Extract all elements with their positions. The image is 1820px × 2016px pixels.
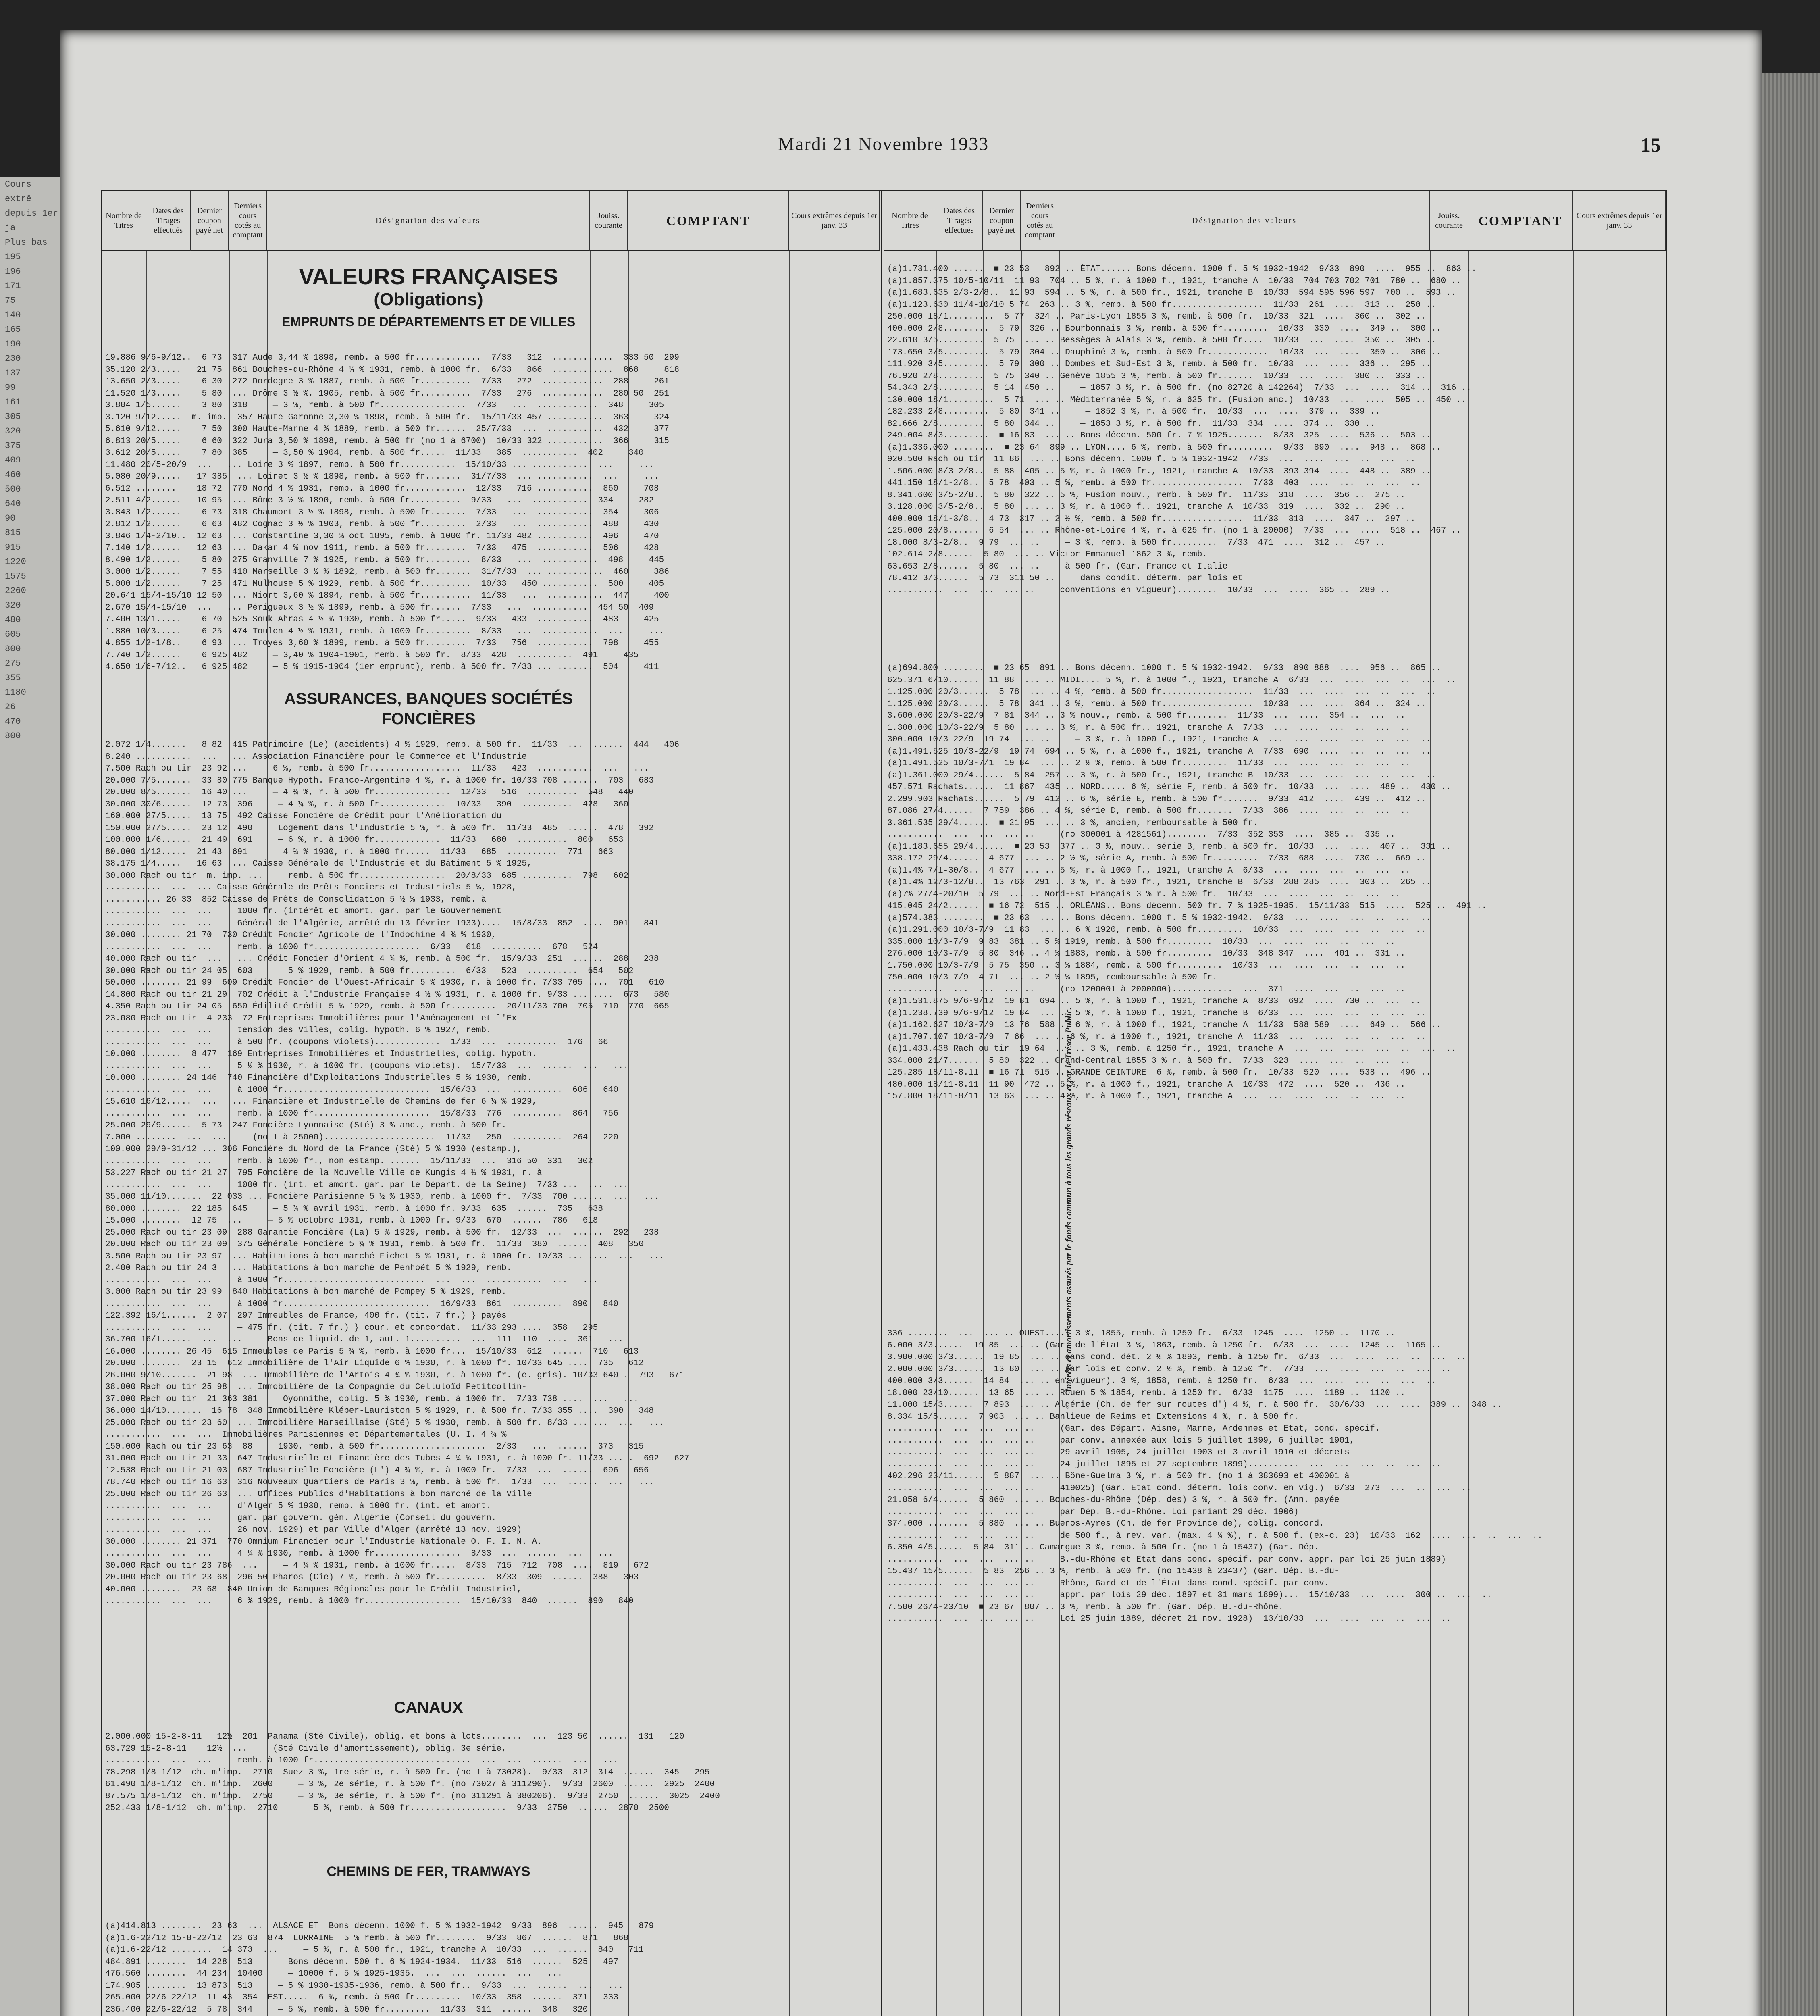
quote-row: 2.670 15/4-15/10 ... ... Périgueux 3 ½ % 1899, remb. à 500 fr...... 7/33 ... ........... 454 50 409 bbox=[105, 603, 654, 612]
quote-row: 3.612 20/5..... 7 80 385 — 3,50 % 1904, remb. à 500 fr..... 11/33 385 ........... 402 340 bbox=[105, 448, 644, 458]
section-title-chemins: CHEMINS DE FER, TRAMWAYS bbox=[327, 1864, 530, 1879]
quote-row: 15.437 15/5...... 5 83 256 .. 3 %, remb. à 500 fr. (no 15438 à 23437) (Gar. Dép. B.-du- bbox=[887, 1567, 1340, 1576]
quote-row: 3.000 1/2...... 7 55 410 Marseille 3 ½ % 1892, remb. à 500 fr....... 31/7/33 ... ........... 460 386 bbox=[105, 567, 669, 577]
edge-fragment: 375 bbox=[5, 441, 21, 451]
quote-row: ........... ... ... 1000 fr. (int. et amort. gar. par le Départ. de la Seine) 7/33 ... ... ... bbox=[105, 1180, 629, 1190]
edge-fragment: 26 bbox=[5, 702, 16, 712]
right-page-stack bbox=[1762, 73, 1820, 2016]
edge-fragment: 2260 bbox=[5, 586, 26, 596]
edge-fragment: 161 bbox=[5, 397, 21, 407]
col-comptant: COMPTANT bbox=[628, 191, 789, 251]
quote-row: 334.000 21/7...... 5 80 322 .. Grand-Central 1855 3 % r. à 500 fr. 7/33 323 .... ... .. ... .. bbox=[887, 1056, 1411, 1066]
edge-fragment: Cours extrê bbox=[5, 179, 32, 204]
edge-fragment: 195 bbox=[5, 252, 21, 262]
quote-row: 78.740 Rach ou tir 16 63 316 Nouveaux Quartiers de Paris 3 %, remb. à 500 fr. 1/33 ... ...... ... ... bbox=[105, 1478, 654, 1487]
left-body bbox=[102, 255, 880, 2016]
quote-row: 30.000 ........ 21 70 730 Crédit Foncier Agricole de l'Indochine 4 ¾ % 1930, bbox=[105, 931, 497, 940]
quote-row: 11.520 1/3..... 5 80 ... Drôme 3 ½ %, 1905, remb. à 500 fr.......... 7/33 276 ............ 280 50 251 bbox=[105, 389, 669, 398]
section-rows-canaux bbox=[105, 1731, 877, 1814]
quote-row: 3.361.535 29/4...... ■ 21 95 ... .. 3 %, ancien, remboursable à 500 fr. bbox=[887, 818, 1258, 828]
quote-row: 20.000 Rach ou tir 23 09 375 Générale Foncière 5 ¾ % 1931, remb. à 500 fr. 11/33 380 ...... 408 350 bbox=[105, 1240, 644, 1249]
quote-row: 10.000 ........ 8 477 169 Entreprises Immobilières et Industrielles, oblig. hypoth. bbox=[105, 1050, 537, 1059]
col-dates-tirages-r: Dates des Tirages effectués bbox=[936, 191, 983, 251]
quote-row: 82.666 2/8......... 5 80 344 .. — 1853 3 %, r. à 500 fr. 11/33 334 .... 374 .. 330 .. bbox=[887, 419, 1375, 429]
quote-row: (a)1.291.000 10/3-7/9 11 83 ... .. 6 % 1920, remb. à 500 fr......... 10/33 ... .... ... .. ... .. bbox=[887, 925, 1426, 935]
quote-row: 38.175 1/4..... 16 63 ... Caisse Générale de l'Industrie et du Bâtiment 5 % 1925, bbox=[105, 859, 532, 868]
quote-row: 20.000 8/5....... 16 40 ... — 4 ¼ %, r. à 500 fr............... 12/33 516 .......... 548 440 bbox=[105, 788, 634, 797]
section-rows-assurances bbox=[105, 739, 877, 1608]
quote-row: ........... ... ... 1000 fr. (intérêt et amort. gar. par le Gouvernement bbox=[105, 907, 501, 916]
quote-row: (a)1.707.107 10/3-7/9 7 66 ... .. 6 %, r. à 1000 f., 1921, tranche A 11/33 ... .... ... .. ... .. bbox=[887, 1032, 1426, 1042]
rows-midi-nord-orleans bbox=[887, 662, 1663, 1103]
section-rows-chemins bbox=[105, 1920, 877, 2016]
quote-row: ........... ... ... à 1000 fr............................. 16/9/33 861 .......... 890 840 bbox=[105, 1299, 618, 1309]
quote-row: 40.000 Rach ou tir ... ... Crédit Foncier d'Orient 4 ¾ %, remb. à 500 fr. 15/9/33 251 ...... 288 238 bbox=[105, 954, 659, 964]
quote-row: 8.240 ........... ... ... Association Financière pour le Commerce et l'Industrie bbox=[105, 752, 527, 762]
section-title-canaux: CANAUX bbox=[394, 1699, 463, 1716]
quote-row: (a)1.4% 7/1-30/8.. 4 677 ... .. 5 %, r. à 1000 f., 1921, tranche A 6/33 ... .... ... .. ... .. bbox=[887, 866, 1411, 875]
quote-row: 76.920 2/8......... 5 75 340 .. Genève 1855 3 %, remb. à 500 fr....... 10/33 ... .... 380 .. 333 .. bbox=[887, 371, 1426, 381]
quote-row: 1.125.000 20/3...... 5 78 ... .. 4 %, remb. à 500 fr.................. 11/33 ... .... ... .. ... .. bbox=[887, 687, 1436, 697]
quote-row: 1.750.000 10/3-7/9 5 75 350 .. 3 % 1884, remb. à 500 fr......... 10/33 ... .... ... .. ... .. bbox=[887, 961, 1406, 971]
quote-row: (a)1.731.400 ...... ■ 23 53 892 .. ÉTAT...... Bons décenn. 1000 f. 5 % 1932-1942 9/33 890 .... 955 .. 863 .. bbox=[887, 264, 1477, 274]
quote-row: 78.298 1/8-1/12 ch. m'imp. 2710 Suez 3 %, 1re série, r. à 500 fr. (no 1 à 73028). 9/33 312 314 ...... 345 295 bbox=[105, 1768, 710, 1777]
quote-row: ........... ... ... Caisse Générale de Prêts Fonciers et Industriels 5 %, 1928, bbox=[105, 883, 517, 892]
quote-row: 625.371 6/10...... 11 88 ... .. MIDI.... 5 %, r. à 1000 f., 1921, tranche A 6/33 ... .... ... .. ... .. bbox=[887, 675, 1456, 685]
rows-etat-lyon bbox=[887, 263, 1663, 596]
quote-row: ........... ... ... ... .. Loi 25 juin 1889, décret 21 nov. 1928) 13/10/33 ... .... ... .. ... .. bbox=[887, 1614, 1451, 1624]
quote-row: 36.000 14/10....... 16 78 348 Immobilière Kléber-Lauriston 5 % 1929, r. à 500 fr. 7/33 355 .... 390 348 bbox=[105, 1406, 654, 1416]
quote-row: ........... ... ... 26 nov. 1929) et par Ville d'Alger (arrêté 13 nov. 1929) bbox=[105, 1525, 522, 1535]
edge-fragment: Plus bas bbox=[5, 237, 48, 248]
col-cours-extremes: Cours extrêmes depuis 1er janv. 33 bbox=[789, 191, 880, 251]
edge-fragment: depuis 1er ja bbox=[5, 208, 58, 233]
quote-row: 35.120 2/3..... 21 75 861 Bouches-du-Rhône 4 ¼ % 1931, remb. à 1000 fr. 6/33 866 ............ 868 818 bbox=[105, 365, 680, 375]
quote-row: 7.400 13/1..... 6 70 525 Souk-Ahras 4 ½ % 1930, remb. à 500 fr..... 9/33 433 ........... 483 425 bbox=[105, 615, 659, 624]
quote-row: 7.000 ........ ... ... (no 1 à 25000)...................... 11/33 250 .......... 264 220 bbox=[105, 1133, 618, 1142]
quote-row: 250.000 18/1......... 5 77 324 .. Paris-Lyon 1855 3 %, remb. à 500 fr. 10/33 321 .... 360 .. 302 .. bbox=[887, 312, 1426, 321]
quote-row: 30.000 ........ 21 371 770 Omnium Financier pour l'Industrie Nationale O. F. I. N. A. bbox=[105, 1537, 542, 1547]
quote-row: 25.000 Rach ou tir 23 60 ... Immobilière Marseillaise (Sté) 5 % 1930, remb. à 500 fr. 8/33 ... ... ... ... bbox=[105, 1418, 664, 1428]
quote-row: 484.891 ........ 14 228 513 — Bons décenn. 500 f. 6 % 1924-1934. 11/33 516 ...... 525 497 bbox=[105, 1957, 618, 1967]
quote-row: 174.905 ........ 13 873 513 — 5 % 1930-1935-1936, remb. à 500 fr.. 9/33 ... ...... ... ... bbox=[105, 1981, 624, 1991]
section-rows-emprunts bbox=[105, 352, 877, 673]
edge-fragment: 320 bbox=[5, 600, 21, 610]
quote-row: 402.296 23/11...... 5 887 ... .. Bône-Guelma 3 %, r. à 500 fr. (no 1 à 383693 et 400001 à bbox=[887, 1472, 1350, 1481]
quote-row: 87.575 1/8-1/12 ch. m'imp. 2750 — 3 %, 3e série, r. à 500 fr. (no 311291 à 380206). 9/33 2750 ...... 3025 2400 bbox=[105, 1791, 720, 1801]
quote-row: 2.000.000 3/3...... 13 80 ... .. par lois et conv. 2 ½ %, remb. à 1250 fr. 7/33 ... .... ... .. ... .. bbox=[887, 1364, 1451, 1374]
quote-row: 6.000 3/3...... 19 85 ... .. (Gar. de l'État 3 %, 1863, remb. à 1250 fr. 6/33 ... .... 1245 .. 1165 .. bbox=[887, 1341, 1441, 1350]
quote-row: 480.000 18/11-8.11 11 90 472 .. 5 %, r. à 1000 f., 1921, tranche A 10/33 472 .... 520 .. 436 .. bbox=[887, 1080, 1406, 1089]
quote-row: 7.500 26/4-23/10 ■ 23 67 807 .. 3 %, remb. à 500 fr. (Gar. Dép. B.-du-Rhône. bbox=[887, 1602, 1283, 1612]
quote-row: 336 ........ ... ... .. OUEST..... 3 %, 1855, remb. à 1250 fr. 6/33 1245 .... 1250 .. 1170 .. bbox=[887, 1329, 1396, 1338]
quote-row: (a)1.123.630 11/4-10/10 5 74 263 .. 3 %, remb. à 500 fr.................. 11/33 261 .... 313 .. 250 .. bbox=[887, 300, 1436, 310]
quote-row: 415.045 24/2...... ■ 16 72 515 .. ORLÉANS.. Bons décenn. 500 fr. 7 % 1925-1935. 15/11/33 515 .... 525 .. 491 .. bbox=[887, 902, 1487, 911]
edge-fragment: 196 bbox=[5, 267, 21, 277]
col-nombre-titres: Nombre de Titres bbox=[102, 191, 146, 251]
quote-row: 18.000 8/3-2/8.. 9 79 ... .. — 3 %, remb. à 500 fr......... 7/33 471 .... 312 .. 457 .. bbox=[887, 538, 1385, 548]
quote-row: 18.000 23/10...... 13 65 ... .. Rouen 5 % 1854, remb. à 1250 fr. 6/33 1175 .... 1189 .. 1120 .. bbox=[887, 1388, 1406, 1398]
quote-row: (a)1.238.739 9/6-9/12 19 84 ... .. 5 %, r. à 1000 f., 1921, tranche B 6/33 ... .... ... .. ... .. bbox=[887, 1008, 1426, 1018]
quote-row: (a)1.683.635 2/3-2/8.. 11 93 594 .. 5 %, r. à 500 fr., 1921, tranche B 10/33 594 595 596 597 700 .. 593 .. bbox=[887, 288, 1456, 298]
edge-fragment: 275 bbox=[5, 658, 21, 669]
quote-row: 265.000 22/6-22/12 11 43 354 EST..... 6 %, remb. à 500 fr......... 10/33 358 ...... 371 333 bbox=[105, 1993, 618, 2002]
quote-row: 476.560 ........ 44 234 10400 — 10000 f. 5 % 1925-1935. ... ... ...... ... ... bbox=[105, 1969, 563, 1979]
quote-row: 173.650 3/5......... 5 79 304 .. Dauphiné 3 %, remb. à 500 fr............ 10/33 ... .... 350 .. 306 .. bbox=[887, 348, 1441, 357]
col-cours-extremes-r: Cours extrêmes depuis 1er janv. 33 bbox=[1573, 191, 1666, 251]
quote-row: 14.800 Rach ou tir 21 29 702 Crédit à l'Industrie Française 4 ½ % 1931, r. à 1000 fr. 9/33 ... .... 673 580 bbox=[105, 990, 669, 1000]
quote-row: ........... ... ... à 500 fr. (coupons violets)............. 1/33 ... .......... 176 66 bbox=[105, 1037, 608, 1047]
quote-row: 6.813 20/5..... 6 60 322 Jura 3,50 % 1898, remb. à 500 fr (no 1 à 6700) 10/33 322 ........... 366 315 bbox=[105, 436, 669, 446]
quote-row: 750.000 10/3-7/9 4 71 ... .. 2 ½ % 1895, remboursable à 500 fr. bbox=[887, 973, 1218, 982]
vertical-guarantee-note: Intérêts et amortissements assurés par le fonds commun à tous les grands réseaux et par le Trésor Public. bbox=[1063, 1007, 1073, 1392]
quote-row: (a)1.531.875 9/6-9/12 19 81 694 .. 5 %, r. à 1000 f., 1921, tranche A 8/33 692 .... 730 .. ... .. bbox=[887, 997, 1421, 1006]
quote-row: ........... ... ... tension des Villes, oblig. hypoth. 6 % 1927, remb. bbox=[105, 1026, 491, 1035]
quote-row: ........... ... ... ... .. par conv. annexée aux lois 5 juillet 1899, 6 juillet 1901, bbox=[887, 1436, 1355, 1445]
quote-row: 1.506.000 8/3-2/8.. 5 88 405 .. 5 %, r. à 1000 fr., 1921, tranche A 10/33 393 394 .... 448 .. 389 .. bbox=[887, 467, 1431, 476]
quote-row: (a)1.6-22/12 15-8-22/12 23 63 874 LORRAINE 5 % remb. à 500 fr........ 9/33 867 ...... 871 868 bbox=[105, 1933, 629, 1943]
quote-row: 2.511 4/2...... 10 95 ... Bône 3 ½ % 1890, remb. à 500 fr.......... 9/33 ... ........... 334 282 bbox=[105, 496, 654, 505]
quote-row: (a)7% 27/4-20/10 5 79 ... .. Nord-Est Français 3 % r. à 500 fr. 10/33 ... .... ... .. ... .. bbox=[887, 889, 1400, 899]
left-page-edge bbox=[0, 177, 60, 2016]
quote-row: (a)1.857.375 10/5-10/11 11 93 704 .. 5 %, r. à 1000 f., 1921, tranche A 10/33 704 703 702 701 780 .. 680 .. bbox=[887, 276, 1462, 286]
quote-row: (a)1.433.438 Rach ou tir 19 64 ... .. 3 %, remb. à 1250 fr., 1921, tranche A ... ... .... ... .. ... .. bbox=[887, 1044, 1456, 1054]
quote-row: ........... ... ... — 475 fr. (tit. 7 fr.) } cour. et concordat. 11/33 293 .... 358 295 bbox=[105, 1323, 598, 1333]
quote-row: 80.000 ........ 22 185 645 — 5 ¾ % avril 1931, remb. à 1000 fr. 9/33 635 ...... 735 638 bbox=[105, 1204, 603, 1214]
quote-row: 8.490 1/2...... 5 80 275 Granville 7 % 1925, remb. à 500 fr......... 8/33 ... ........... 498 445 bbox=[105, 555, 664, 565]
quote-row: ........... ... ... ... .. appr. par lois 29 déc. 1897 et 31 mars 1899)... 15/10/33 ... .... 300 .. ... .. bbox=[887, 1591, 1492, 1600]
quote-row: 20.641 15/4-15/10 12 50 ... Niort 3,60 % 1894, remb. à 500 fr.......... 11/33 ... ........... 447 400 bbox=[105, 591, 669, 600]
quote-row: 2.072 1/4....... 8 82 415 Patrimoine (Le) (accidents) 4 % 1929, remb. à 500 fr. 11/33 ... ...... 444 406 bbox=[105, 740, 680, 750]
quote-row: ........... ... ... ... .. de 500 f., à rev. var. (max. 4 ¼ %), r. à 500 f. (ex-c. 23) 10/33 162 .... ... .. ... .. bbox=[887, 1531, 1543, 1541]
quote-row: 6.350 4/5...... 5 84 311 .. Camargue 3 %, remb. à 500 fr. (no 1 à 15437) (Gar. Dép. bbox=[887, 1543, 1319, 1552]
quote-row: 35.000 11/10....... 22 033 ... Foncière Parisienne 5 ½ % 1930, remb. à 1000 fr. 7/33 700 ...... ... ... bbox=[105, 1192, 659, 1202]
col-nombre-titres-r: Nombre de Titres bbox=[884, 191, 936, 251]
edge-fragment: 355 bbox=[5, 673, 21, 683]
quote-row: 26.000 9/10....... 21 98 ... Immobilière de l'Artois 4 ¾ % 1930, r. à 1000 fr. (e. gris). 10/33 640 . 793 671 bbox=[105, 1370, 684, 1380]
quote-row: 53.227 Rach ou tir 21 27 795 Foncière de la Nouvelle Ville de Kungis 4 ¾ % 1931, r. à bbox=[105, 1168, 542, 1178]
main-subtitle: (Obligations) bbox=[374, 289, 483, 309]
quote-row: ........... ... ... 5 ½ % 1930, r. à 1000 fr. (coupons violets). 15/7/33 ... ...... ... ... bbox=[105, 1061, 629, 1071]
quote-row: ........... ... ... ... .. par Dép. B.-du-Rhône. Loi pariant 29 déc. 1906) bbox=[887, 1507, 1299, 1517]
quote-row: 111.920 3/5......... 5 79 300 .. Dombes et Sud-Est 3 %, remb. à 500 fr. 10/33 ... .... 336 .. 295 .. bbox=[887, 360, 1431, 369]
edge-fragment: 140 bbox=[5, 310, 21, 320]
quote-row: 63.653 2/8...... 5 80 ... .. à 500 fr. (Gar. France et Italie bbox=[887, 562, 1228, 571]
quote-row: (a)1.336.000 ........ ■ 23 64 899 .. LYON.... 6 %, remb. à 500 fr......... 9/33 890 .... 948 .. 868 .. bbox=[887, 443, 1441, 452]
quote-row: 3.500 Rach ou tir 23 97 ... Habitations à bon marché Fichet 5 % 1931, r. à 1000 fr. 10/33 ... .... ... ... bbox=[105, 1252, 664, 1261]
edge-fragment: 409 bbox=[5, 455, 21, 465]
quote-row: 40.000 ........ 23 68 840 Union de Banques Régionales pour le Crédit Industriel, bbox=[105, 1585, 522, 1594]
quote-row: 5.000 1/2...... 7 25 471 Mulhouse 5 % 1929, remb. à 500 fr.......... 10/33 450 ........... 500 405 bbox=[105, 579, 664, 589]
quote-row: 11.480 20/5-20/9 ... ... Loire 3 % 1897, remb. à 500 fr........... 15/10/33 ... ........... ... ... bbox=[105, 460, 654, 470]
col-dernier-coupon: Dernier coupon payé net bbox=[191, 191, 229, 251]
quote-row: ........... ... ... ... .. 24 juillet 1895 et 27 septembre 1899).......... ... ... ... .. ... .. bbox=[887, 1460, 1441, 1469]
edge-fragment: 190 bbox=[5, 339, 21, 349]
quote-row: 374.000 ........ 5 880 ... .. Buenos-Ayres (Ch. de fer Province de), oblig. concord. bbox=[887, 1519, 1324, 1529]
quote-row: 125.000 20/8...... 6 54 ... .. Rhône-et-Loire 4 %, r. à 625 fr. (no 1 à 20000) 7/33 ... .... 518 .. 467 .. bbox=[887, 526, 1462, 535]
quote-row: 338.172 29/4...... 4 677 ... .. 2 ½ %, série A, remb. à 500 fr......... 7/33 688 .... 730 .. 669 .. bbox=[887, 854, 1426, 863]
quote-row: 1.125.000 20/3...... 5 78 341 .. 3 %, remb. à 500 fr.................. 10/33 ... .... 364 .. 324 .. bbox=[887, 699, 1426, 709]
quote-row: 400.000 3/3...... 14 84 ... .. en vigueur). 3 %, 1858, remb. à 1250 fr. 6/33 ... .... ... .. ... .. bbox=[887, 1377, 1436, 1386]
quote-row: ........... ... ... ... .. (no 1200001 à 2000000)............ ... 371 .... ... .. ... .. bbox=[887, 985, 1406, 994]
quote-row: 3.000 Rach ou tir 23 99 840 Habitations à bon marché de Pompey 5 % 1929, remb. bbox=[105, 1287, 507, 1297]
quote-row: ........... ... ... remb. à 1000 fr....................... 15/8/33 776 .......... 864 756 bbox=[105, 1109, 618, 1118]
quote-row: 4.650 1/6-7/12.. 6 925 482 — 5 % 1915-1904 (1er emprunt), remb. à 500 fr. 7/33 ... ....... 504 411 bbox=[105, 662, 659, 672]
quote-row: 252.433 1/8-1/12 ch. m'imp. 2710 — 5 %, remb. à 500 fr................... 9/33 2750 ...... 2870 2500 bbox=[105, 1804, 669, 1813]
col-derniers-cours-r: Derniers cours cotés au comptant bbox=[1021, 191, 1059, 251]
edge-fragment: 75 bbox=[5, 296, 16, 306]
quote-row: 50.000 ........ 21 99 609 Crédit Foncier de l'Ouest-Africain 5 % 1930, r. à 1000 fr. 7/33 705 .... 701 610 bbox=[105, 978, 664, 987]
quote-row: ........... ... ... 6 % 1929, remb. à 1000 fr................... 15/10/33 840 ...... 890 840 bbox=[105, 1597, 634, 1606]
quote-row: 87.086 27/4...... 7 759 386 .. 4 %, série D, remb. à 500 fr....... 7/33 386 .... ... .. ... .. bbox=[887, 806, 1411, 816]
section-title-assurances: ASSURANCES, BANQUES SOCIÉTÉS FONCIÈRES bbox=[284, 690, 573, 728]
col-jouiss: Jouiss. courante bbox=[590, 191, 628, 251]
quote-row: 25.000 Rach ou tir 23 09 288 Garantie Foncière (La) 5 % 1929, remb. à 500 fr. 12/33 ... ...... 292 238 bbox=[105, 1228, 659, 1237]
quote-row: 8.341.600 3/5-2/8.. 5 80 322 .. 5 %, Fusion nouv., remb. à 500 fr. 11/33 318 .... 356 .. 275 .. bbox=[887, 490, 1406, 500]
edge-fragment: 605 bbox=[5, 629, 21, 639]
edge-fragment: 800 bbox=[5, 644, 21, 654]
quote-row: 63.729 15-2-8-11 12½ ... (Sté Civile d'amortissement), oblig. 3e série, bbox=[105, 1744, 507, 1754]
quote-row: ........... ... ... ... .. Rhône, Gard et de l'État dans cond. spécif. par conv. bbox=[887, 1579, 1329, 1588]
quote-row: (a)1.4% 12/3-12/8.. 13 763 291 .. 3 %, r. à 500 fr., 1921, tranche B 6/33 288 285 .... 303 .. 265 .. bbox=[887, 878, 1431, 887]
quote-row: 249.004 8/3......... ■ 16 83 ... .. Bons décenn. 500 fr. 7 % 1925....... 8/33 325 .... 536 .. 503 .. bbox=[887, 431, 1431, 440]
quote-row: (a)1.162.627 10/3-7/9 13 76 588 .. 6 %, r. à 1000 f., 1921, tranche A 11/33 588 589 .... 649 .. 566 .. bbox=[887, 1020, 1441, 1030]
quote-row: ........... ... ... ... .. 419025) (Gar. Etat cond. déterm. lois conv. en vig.) 6/33 273 ... .. ... .. bbox=[887, 1483, 1472, 1493]
quote-row: (a)694.800 ........ ■ 23 65 891 .. Bons décenn. 1000 f. 5 % 1932-1942. 9/33 890 888 .... 956 .. 865 .. bbox=[887, 664, 1441, 673]
quote-row: 4.855 1/2-1/8.. 6 93 ... Troyes 3,60 % 1899, remb. à 500 fr........ 7/33 756 ........... 798 455 bbox=[105, 639, 659, 648]
left-half bbox=[102, 191, 882, 2016]
edge-fragment: 90 bbox=[5, 513, 16, 523]
quote-row: 8.334 15/5...... 7 903 ... .. Banlieue de Reims et Extensions 4 %, r. à 500 fr. bbox=[887, 1412, 1299, 1422]
quote-row: 150.000 27/5..... 23 12 490 Logement dans l'Industrie 5 %, r. à 500 fr. 11/33 485 ...... 478 392 bbox=[105, 823, 654, 833]
quote-row: 12.538 Rach ou tir 21 03 687 Industrielle Foncière (L') 4 ¾ %, r. à 1000 fr. 7/33 ... ...... 696 656 bbox=[105, 1466, 649, 1475]
edge-fragment: 230 bbox=[5, 354, 21, 364]
quote-row: ........... 26 33 852 Caisse de Prêts de Consolidation 5 ½ % 1933, remb. à bbox=[105, 895, 487, 904]
quote-row: ........... ... ... ... .. (Gar. des Départ. Aisne, Marne, Ardennes et Etat, cond. spécif. bbox=[887, 1424, 1380, 1433]
quote-row: 15.000 ........ 12 75 ... — 5 % octobre 1931, remb. à 1000 fr. 9/33 670 ...... 786 618 bbox=[105, 1216, 598, 1225]
quote-row: 5.080 20/9..... 17 385 ... Loiret 3 ½ % 1898, remb. à 500 fr....... 31/7/33 ... ........... ... ... bbox=[105, 472, 659, 481]
quote-row: (a)1.183.655 29/4...... ■ 23 53 377 .. 3 %, nouv., série B, remb. à 500 fr. 10/33 ... .... 407 .. 331 .. bbox=[887, 842, 1451, 852]
quote-row: 25.000 29/9...... 5 73 247 Foncière Lyonnaise (Sté) 3 % anc., remb. à 500 fr. bbox=[105, 1121, 507, 1130]
quote-row: ........... ... ... 4 ¼ % 1930, remb. à 1000 fr................. 8/33 ... ...... ... ... bbox=[105, 1549, 614, 1558]
edge-fragment: 1220 bbox=[5, 557, 26, 567]
quote-row: ........... ... ... remb. à 1000 fr., non estamp. ...... 15/11/33 ... 316 50 331 302 bbox=[105, 1156, 593, 1166]
quote-row: 7.140 1/2...... 12 63 ... Dakar 4 % nov 1911, remb. à 500 fr........ 7/33 475 ........... 506 428 bbox=[105, 544, 659, 553]
quote-row: 3.120 9/12..... m. imp. 357 Haute-Garonne 3,30 % 1898, remb. à 500 fr. 15/11/33 457 ........... 363 324 bbox=[105, 412, 669, 422]
col-dernier-coupon-r: Dernier coupon payé net bbox=[983, 191, 1021, 251]
quote-row: ........... ... ... Immobilières Parisiennes et Départementales (U. I. 4 ¾ % bbox=[105, 1430, 507, 1439]
quote-row: 16.000 ........ 26 45 615 Immeubles de Paris 5 ¾ %, remb. à 1000 fr... 15/10/33 612 ...... 710 613 bbox=[105, 1347, 639, 1356]
quote-row: 2.000.000 15-2-8-11 12½ 201 Panama (Sté Civile), oblig. et bons à lots........ ... 123 50 ...... 131 120 bbox=[105, 1732, 684, 1741]
quote-row: 61.490 1/8-1/12 ch. m'imp. 2600 — 3 %, 2e série, r. à 500 fr. (no 73027 à 311290). 9/33 2600 ...... 2925 2400 bbox=[105, 1780, 715, 1789]
edge-fragment: 99 bbox=[5, 383, 16, 393]
quote-row: 3.128.000 3/5-2/8.. 5 80 ... .. 3 %, r. à 1000 f., 1921, tranche A 10/33 319 .... 332 .. 290 .. bbox=[887, 502, 1406, 512]
quote-row: 2.812 1/2...... 6 63 482 Cognac 3 ½ % 1903, remb. à 500 fr......... 2/33 ... ........... 488 430 bbox=[105, 520, 659, 529]
edge-fragment: 1575 bbox=[5, 571, 26, 581]
quote-row: 130.000 18/1......... 5 71 ... .. Méditerranée 5 %, r. à 625 fr. (Fusion anc.) 10/33 ... .... 505 .. 450 .. bbox=[887, 395, 1466, 405]
quote-row: 150.000 Rach ou tir 23 63 88 1930, remb. à 500 fr..................... 2/33 ... ...... 373 315 bbox=[105, 1442, 644, 1452]
right-body bbox=[884, 255, 1666, 2016]
edge-fragment: 165 bbox=[5, 325, 21, 335]
quote-row: 30.000 Rach ou tir m. imp. ... remb. à 500 fr................. 20/8/33 685 .......... 798 602 bbox=[105, 871, 629, 881]
quote-row: 20.000 7/5....... 33 80 775 Banque Hypoth. Franco-Argentine 4 %, r. à 1000 fr. 10/33 708 ....... 703 683 bbox=[105, 776, 654, 785]
col-designation-r: Désignation des valeurs bbox=[1059, 191, 1430, 251]
edge-fragment: 137 bbox=[5, 368, 21, 378]
quote-row: 54.343 2/8......... 5 14 450 .. — 1857 3 %, r. à 500 fr. (no 82720 à 142264) 7/33 ... .... 314 .. 316 .. bbox=[887, 383, 1472, 393]
quote-row: 441.150 18/1-2/8.. 5 78 403 .. 5 %, remb. à 500 fr.................. 7/33 403 .... ... .. ... .. bbox=[887, 479, 1421, 488]
quote-row: 3.846 1/4-2/10.. 12 63 ... Constantine 3,30 % oct 1895, remb. à 1000 fr. 11/33 482 ........... 496 470 bbox=[105, 531, 659, 541]
quote-row: ........... ... ... ... .. B.-du-Rhône et Etat dans cond. spécif. par conv. appr. par loi 25 juin 1889) bbox=[887, 1555, 1446, 1564]
quote-row: ........... ... ... à 1000 fr............................. 15/6/33 ... .......... 606 640 bbox=[105, 1085, 618, 1095]
edge-fragment: 460 bbox=[5, 470, 21, 480]
quote-row: 31.000 Rach ou tir 21 33 647 Industrielle et Financière des Tubes 4 ¼ % 1931, r. à 1000 fr. 11/33 ... . 692 627 bbox=[105, 1454, 690, 1463]
quote-row: 13.650 2/3..... 6 30 272 Dordogne 3 % 1887, remb. à 500 fr.......... 7/33 272 ............ 288 261 bbox=[105, 377, 669, 386]
quote-row: 30.000 Rach ou tir 24 05 603 — 5 % 1929, remb. à 500 fr......... 6/33 523 .......... 654 502 bbox=[105, 966, 634, 976]
edge-fragment: 305 bbox=[5, 412, 21, 422]
quote-row: 7.740 1/2...... 6 925 482 — 3,40 % 1904-1901, remb. à 500 fr. 8/33 428 ........... 491 435 bbox=[105, 650, 639, 660]
edge-fragment: 171 bbox=[5, 281, 21, 291]
quote-row: ........... ... ... à 1000 fr............................ ... ... ........... ... ... bbox=[105, 1275, 598, 1285]
edge-fragment: 1180 bbox=[5, 687, 26, 698]
quotation-table bbox=[101, 190, 1667, 2016]
quote-row: 125.285 18/11-8.11 ■ 16 71 515 .. GRANDE CEINTURE 6 %, remb. à 500 fr. 10/33 520 .... 538 .. 496 .. bbox=[887, 1068, 1431, 1077]
quote-row: 22.610 3/5......... 5 75 ... .. Bessèges à Alais 3 %, remb. à 500 fr.... 10/33 ... .... 350 .. 305 .. bbox=[887, 336, 1436, 345]
quote-row: (a)1.491.525 10/3-7/1 19 84 ... .. 2 ½ %, remb. à 500 fr......... 11/33 ... .... ... .. ... .. bbox=[887, 759, 1411, 768]
page-number: 15 bbox=[1641, 133, 1661, 156]
col-derniers-cours: Derniers cours cotés au comptant bbox=[229, 191, 267, 251]
quote-row: 2.400 Rach ou tir 24 3 ... Habitations à bon marché de Penhoët 5 % 1929, remb. bbox=[105, 1264, 512, 1273]
edge-fragment: 815 bbox=[5, 528, 21, 538]
main-title: VALEURS FRANÇAISES bbox=[299, 264, 558, 289]
quote-row: 920.500 Rach ou tir 11 86 ... .. Bons décenn. 1000 f. 5 % 1932-1942 7/33 ... .... ... .. ... .. bbox=[887, 455, 1416, 464]
edge-fragment: 480 bbox=[5, 615, 21, 625]
col-designation: Désignation des valeurs bbox=[267, 191, 590, 251]
quote-row: 276.000 10/3-7/9 5 80 346 .. 4 % 1883, remb. à 500 fr......... 10/33 348 347 .... 401 .. 331 .. bbox=[887, 949, 1406, 958]
quote-row: 100.000 1/6...... 21 49 691 — 6 %, r. à 1000 fr............. 11/33 680 .......... 800 653 bbox=[105, 835, 624, 845]
quote-row: (a)414.813 ........ 23 63 ... ALSACE ET Bons décenn. 1000 f. 5 % 1932-1942 9/33 896 ...... 945 879 bbox=[105, 1922, 654, 1931]
quote-row: 30.000 Rach ou tir 23 786 ... — 4 ¼ % 1931, remb. à 1000 fr..... 8/33 715 712 708 .... 819 672 bbox=[105, 1561, 649, 1570]
quote-row: 4.350 Rach ou tir 24 05 650 Édilité-Crédit 5 % 1929, remb. à 500 fr......... 20/11/33 700 705 710 770 665 bbox=[105, 1002, 669, 1011]
quote-row: ........... ... ... ... .. (no 300001 à 4281561)........ 7/33 352 353 .... 385 .. 335 .. bbox=[887, 830, 1396, 839]
quote-row: 122.392 16/1...... 2 07 297 Immeubles de France, 400 fr. (tit. 7 fr.) } payés bbox=[105, 1311, 507, 1320]
quote-row: 182.233 2/8......... 5 80 341 .. — 1852 3 %, r. à 500 fr. 10/33 ... .... 379 .. 339 .. bbox=[887, 407, 1380, 417]
quote-row: 3.600.000 20/3-22/9 7 81 344 .. 3 % nouv., remb. à 500 fr........ 11/33 ... .... 354 .. ... .. bbox=[887, 711, 1406, 721]
quote-row: 25.000 Rach ou tir 26 63 ... Offices Publics d'Habitations à bon marché de la Ville bbox=[105, 1489, 532, 1499]
quote-row: (a)1.6-22/12 ........ 14 373 ... — 5 %, r. à 500 fr., 1921, tranche A 10/33 ... ...... 840 711 bbox=[105, 1945, 644, 1955]
quote-row: (a)574.383 ........ ■ 23 63 ... .. Bons décenn. 1000 f. 5 % 1932-1942. 9/33 ... .... ... .. ... .. bbox=[887, 913, 1431, 923]
quote-row: (a)1.491.525 10/3-22/9 19 74 694 .. 5 %, r. à 1000 f., 1921, tranche A 7/33 690 .... ... .. ... .. bbox=[887, 747, 1431, 756]
quote-row: ........... ... ... ... .. 29 avril 1905, 24 juillet 1903 et 3 avril 1910 et décrets bbox=[887, 1448, 1350, 1457]
quote-row: 3.900.000 3/3...... 19 85 ... .. dans cond. dét. 2 ½ % 1893, remb. à 1250 fr. 6/33 ... .... ... .. ... .. bbox=[887, 1353, 1466, 1362]
quote-row: 78.412 3/3...... 5 73 311 50 .. dans condit. déterm. par lois et bbox=[887, 574, 1243, 583]
quote-row: 21.058 6/4...... 5 860 ... .. Bouches-du-Rhône (Dép. des) 3 %, r. à 500 fr. (Ann. payée bbox=[887, 1495, 1340, 1505]
quote-row: (a)1.361.000 29/4...... 5 84 257 .. 3 %, r. à 500 fr., 1921, tranche B 10/33 ... .... ... .. ... .. bbox=[887, 771, 1436, 780]
edge-fragment: 320 bbox=[5, 426, 21, 436]
col-dates-tirages: Dates des Tirages effectués bbox=[146, 191, 191, 251]
quote-row: 3.804 1/5...... 3 80 318 — 3 %, remb. à 500 fr................. 7/33 ... ............ 348 305 bbox=[105, 401, 664, 410]
section-title-emprunts: EMPRUNTS DE DÉPARTEMENTS ET DE VILLES bbox=[281, 314, 576, 329]
quote-row: 7.500 Rach ou tir 23 92 ... 6 %, remb. à 500 fr.................. 11/33 423 ........... ... ... bbox=[105, 764, 649, 773]
quote-row: 1.300.000 10/3-22/9 5 80 ... .. 3 %, r. à 500 fr., 1921, tranche A 7/33 ... .... ... .. ... .. bbox=[887, 723, 1411, 733]
quote-row: 157.800 18/11-8/11 13 63 ... .. 4 %, r. à 1000 f., 1921, tranche A ... ... .... ... .. ... .. bbox=[887, 1092, 1406, 1101]
quote-row: 400.000 2/8......... 5 79 326 .. Bourbonnais 3 %, remb. à 500 fr......... 10/33 330 .... 349 .. 300 .. bbox=[887, 324, 1441, 333]
quote-row: 11.000 15/3...... 7 893 ... .. Algérie (Ch. de fer sur routes d') 4 %, r. à 500 fr. 30/6/33 ... .... 389 .. 348 .. bbox=[887, 1400, 1502, 1410]
quote-row: 20.000 Rach ou tir 23 68 296 50 Pharos (Cie) 7 %, remb. à 500 fr.......... 8/33 309 ...... 388 303 bbox=[105, 1573, 639, 1582]
page-header bbox=[93, 133, 1661, 156]
quote-row: 102.614 2/8...... 5 80 ... .. Victor-Emmanuel 1862 3 %, remb. bbox=[887, 550, 1207, 559]
quote-row: 30.000 30/6...... 12 73 396 — 4 ¼ %, r. à 500 fr............. 10/33 390 .......... 428 360 bbox=[105, 800, 629, 809]
edge-fragment: 500 bbox=[5, 484, 21, 494]
rows-ouest-divers bbox=[887, 1328, 1663, 1625]
quote-row: 15.610 16/12..... ... ... Financière et Industrielle de Chemins de fer 6 ¼ % 1929, bbox=[105, 1097, 537, 1106]
quote-row: 300.000 10/3-22/9 19 74 ... .. — 3 %, r. à 1000 f., 1921, tranche A ... ... .... ... .. ... .. bbox=[887, 735, 1431, 744]
quote-row: ........... ... ... remb. à 1000 fr............................... ... ... ...... ... ... bbox=[105, 1756, 618, 1765]
col-jouiss-r: Jouiss. courante bbox=[1430, 191, 1468, 251]
quote-row: ........... ... ... gar. par gouvern. gén. Algérie (Conseil du gouvern. bbox=[105, 1513, 497, 1523]
quote-row: 100.000 29/9-31/12 ... 306 Foncière du Nord de la France (Sté) 5 % 1930 (estamp.), bbox=[105, 1145, 522, 1154]
quote-row: 1.880 10/3..... 6 25 474 Toulon 4 ½ % 1931, remb. à 1000 fr......... 8/33 ... ........... ... ... bbox=[105, 627, 664, 636]
quote-row: 6.512 ........ 18 72 770 Nord 4 % 1931, remb. à 1000 fr............ 12/33 716 ........... 860 708 bbox=[105, 484, 659, 494]
quote-row: 37.000 Rach ou tir 21 363 381 Oyonnithe, oblig. 5 % 1930, remb. à 1000 fr. 7/33 738 .... ... ... bbox=[105, 1394, 639, 1404]
quote-row: 80.000 1/12..... 21 43 691 — 4 ¾ % 1930, r. à 1000 fr..... 11/33 685 .......... 771 663 bbox=[105, 847, 614, 857]
quote-row: ........... ... ... ... .. conventions en vigueur)........ 10/33 ... .... 365 .. 289 .. bbox=[887, 585, 1390, 595]
quote-row: 2.299.903 Rachats...... 5 79 412 .. 6 %, série E, remb. à 500 fr....... 9/33 412 .... 439 .. 412 .. bbox=[887, 794, 1426, 804]
quote-row: 36.700 16/1...... ... ... Bons de liquid. de 1, aut. 1.......... ... 111 110 .... 361 ... bbox=[105, 1335, 624, 1344]
quote-row: ........... ... ... d'Alger 5 % 1930, remb. à 1000 fr. (int. et amort. bbox=[105, 1502, 491, 1511]
quote-row: 10.000 ........ 24 146 740 Financière d'Exploitations Industrielles 5 % 1930, remb. bbox=[105, 1073, 532, 1083]
issue-date: Mardi 21 Novembre 1933 bbox=[778, 133, 989, 154]
quote-row: ........... ... ... remb. à 1000 fr..................... 6/33 618 .......... 678 524 bbox=[105, 942, 598, 952]
right-half bbox=[884, 191, 1666, 2016]
edge-fragment: 640 bbox=[5, 499, 21, 509]
quote-row: 23.080 Rach ou tir 4 233 72 Entreprises Immobilières pour l'Aménagement et l'Ex- bbox=[105, 1014, 522, 1023]
quote-row: 335.000 10/3-7/9 9 83 381 .. 5 % 1919, remb. à 500 fr......... 10/33 ... .... ... .. ... .. bbox=[887, 937, 1396, 947]
quote-row: 38.000 Rach ou tir 25 98 ... Immobilière de la Compagnie du Celluloïd Petitcollin- bbox=[105, 1383, 527, 1392]
quote-row: 5.610 9/12..... 7 50 300 Haute-Marne 4 % 1889, remb. à 500 fr...... 25/7/33 ... ........... 432 377 bbox=[105, 425, 669, 434]
quote-row: ........... ... ... Général de l'Algérie, arrêté du 13 février 1933).... 15/8/33 852 .... 901 841 bbox=[105, 918, 659, 928]
quote-row: 236.400 22/6-22/12 5 78 344 — 5 %, remb. à 500 fr......... 11/33 311 ...... 348 320 bbox=[105, 2005, 588, 2014]
col-comptant-r: COMPTANT bbox=[1468, 191, 1573, 251]
quote-row: 457.571 Rachats...... 11 867 435 .. NORD..... 6 %, série F, remb. à 500 fr. 10/33 ... .... 489 .. 430 .. bbox=[887, 783, 1451, 792]
edge-fragment: 915 bbox=[5, 542, 21, 552]
quote-row: 160.000 27/5..... 13 75 492 Caisse Foncière de Crédit pour l'Amélioration du bbox=[105, 812, 501, 821]
edge-fragment: 800 bbox=[5, 731, 21, 741]
quote-row: 19.886 9/6-9/12.. 6 73 317 Aude 3,44 % 1898, remb. à 500 fr............. 7/33 312 ............ 333 50 299 bbox=[105, 353, 680, 362]
quote-row: 20.000 ........ 23 15 612 Immobilière de l'Air Liquide 6 % 1930, r. à 1000 fr. 10/33 645 .... 735 612 bbox=[105, 1359, 644, 1368]
quote-row: 3.843 1/2...... 6 73 318 Chaumont 3 ½ % 1898, remb. à 500 fr....... 7/33 ... ........... 354 306 bbox=[105, 508, 659, 517]
edge-fragment: 470 bbox=[5, 716, 21, 727]
quote-row: 400.000 18/1-3/8.. 4 73 317 .. 2 ½ %, remb. à 500 fr................ 11/33 313 .... 347 .. 297 .. bbox=[887, 514, 1416, 524]
